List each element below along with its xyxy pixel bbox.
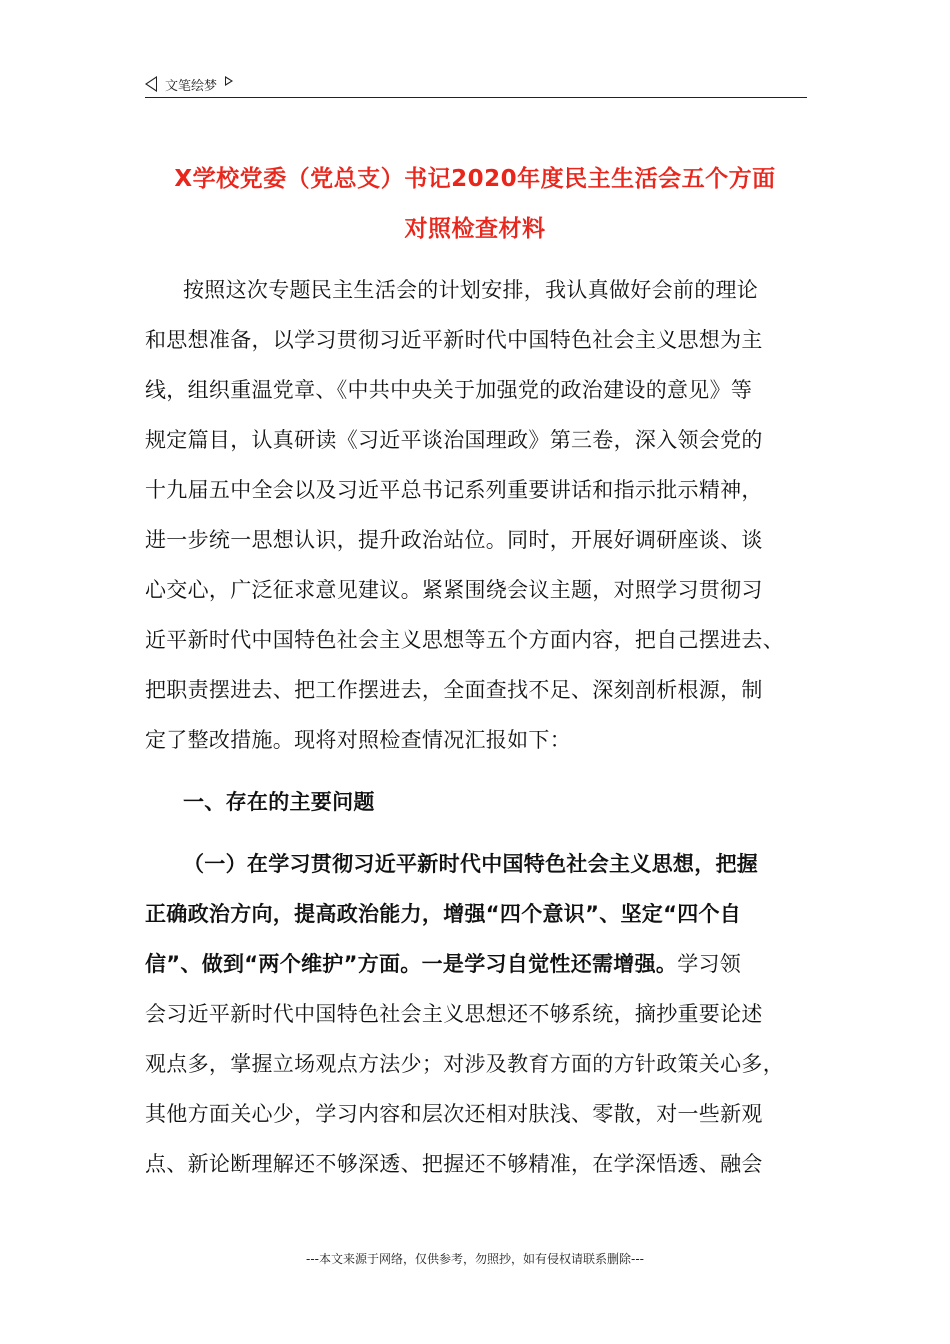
subsection-heading-line: 正确政治方向，提高政治能力，增强“四个意识”、坚定“四个自 <box>145 902 742 926</box>
intro-line: 近平新时代中国特色社会主义思想等五个方面内容，把自己摆进去、 <box>145 628 784 652</box>
section-heading: 一、存在的主要问题 <box>183 790 375 814</box>
intro-line: 线，组织重温党章、《中共中央关于加强党的政治建设的意见》等 <box>145 378 753 402</box>
body-line: 其他方面关心少，学习内容和层次还相对肤浅、零散，对一些新观 <box>145 1102 763 1126</box>
body-line: 会习近平新时代中国特色社会主义思想还不够系统，摘抄重要论述 <box>145 1002 763 1026</box>
intro-line: 和思想准备，以学习贯彻习近平新时代中国特色社会主义思想为主 <box>145 328 763 352</box>
intro-line: 规定篇目，认真研读《习近平谈治国理政》第三卷，深入领会党的 <box>145 428 763 452</box>
page-footer-notice: ---本文来源于网络，仅供参考，勿照抄，如有侵权请联系删除--- <box>306 1252 644 1266</box>
subsection-heading-line: （一）在学习贯彻习近平新时代中国特色社会主义思想，把握 <box>183 852 759 876</box>
intro-line: 十九届五中全会以及习近平总书记系列重要讲话和指示批示精神， <box>145 478 763 502</box>
intro-line: 定了整改措施。现将对照检查情况汇报如下： <box>145 728 571 752</box>
mixed-line <box>145 948 741 978</box>
triangle-right-icon <box>225 76 233 86</box>
body-text-start: 学习领 <box>677 952 742 976</box>
subsection-heading-end: 信”、做到“两个维护”方面。一是学习自觉性还需增强。 <box>145 952 678 976</box>
page-header <box>145 72 807 96</box>
document-title-line2: 对照检查材料 <box>404 216 546 242</box>
triangle-left-icon <box>145 76 157 92</box>
header-divider <box>145 97 807 98</box>
intro-line: 心交心，广泛征求意见建议。紧紧围绕会议主题，对照学习贯彻习 <box>145 578 763 602</box>
brand-label: 文笔绘梦 <box>165 78 218 94</box>
intro-line: 把职责摆进去、把工作摆进去，全面查找不足、深刻剖析根源，制 <box>145 678 763 702</box>
intro-line: 按照这次专题民主生活会的计划安排，我认真做好会前的理论 <box>183 278 759 302</box>
intro-line: 进一步统一思想认识，提升政治站位。同时，开展好调研座谈、谈 <box>145 528 763 552</box>
body-line: 点、新论断理解还不够深透、把握还不够精准，在学深悟透、融会 <box>145 1152 763 1176</box>
body-line: 观点多，掌握立场观点方法少；对涉及教育方面的方针政策关心多， <box>145 1052 784 1076</box>
document-title-line1: X学校党委（党总支）书记2020年度民主生活会五个方面 <box>174 166 776 192</box>
